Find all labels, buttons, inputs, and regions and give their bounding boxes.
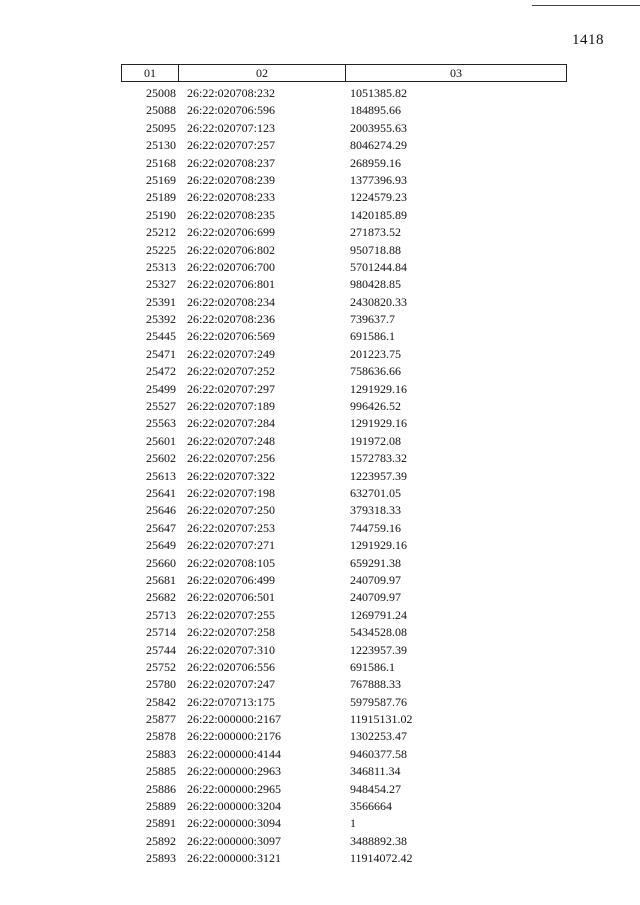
cell-col-3: 5434528.08: [350, 625, 407, 640]
cell-col-2: 26:22:000000:2965: [187, 781, 282, 796]
cell-col-1: 25008: [146, 86, 176, 100]
cell-col-2: 26:22:020706:556: [187, 659, 276, 674]
table-row: [121, 555, 567, 572]
cell-col-1: 25095: [146, 120, 176, 135]
cell-col-2: 26:22:020708:233: [187, 190, 276, 205]
cell-col-3: 1420185.89: [350, 207, 407, 222]
cell-col-1: 25842: [146, 694, 176, 709]
cell-col-3: 1572783.32: [350, 451, 407, 466]
cell-col-3: 1291929.16: [350, 538, 407, 553]
cell-col-3: 2430820.33: [350, 294, 407, 309]
cell-col-2: 26:22:020707:297: [187, 381, 276, 396]
cell-col-1: 25714: [146, 625, 176, 640]
cell-col-2: 26:22:020707:189: [187, 399, 276, 414]
table-row: [121, 815, 567, 832]
cell-col-3: 632701.05: [350, 485, 401, 500]
cell-col-2: 26:22:020707:123: [187, 120, 276, 135]
cell-col-3: 691586.1: [350, 659, 395, 674]
cell-col-3: 2003955.63: [350, 120, 407, 135]
table-row: [121, 189, 567, 206]
cell-col-1: 25392: [146, 312, 176, 327]
cell-col-1: 25499: [146, 381, 176, 396]
cell-col-3: 659291.38: [350, 555, 401, 570]
cell-col-1: 25563: [146, 416, 176, 431]
table-row: [121, 624, 567, 641]
cell-col-3: 268959.16: [350, 155, 401, 170]
cell-col-2: 26:22:020708:232: [187, 86, 276, 100]
cell-col-1: 25391: [146, 294, 176, 309]
cell-col-1: 25889: [146, 799, 176, 814]
table-row: [121, 520, 567, 537]
table-row: [121, 572, 567, 589]
cell-col-2: 26:22:020706:801: [187, 277, 276, 292]
cell-col-3: 3566664: [350, 799, 392, 814]
cell-col-2: 26:22:020706:501: [187, 590, 276, 605]
cell-col-3: 1302253.47: [350, 729, 407, 744]
table-row: [121, 276, 567, 293]
cell-col-2: 26:22:020707:256: [187, 451, 276, 466]
cell-col-3: 1291929.16: [350, 416, 407, 431]
cell-col-1: 25744: [146, 642, 176, 657]
table-row: [121, 328, 567, 345]
cell-col-1: 25883: [146, 746, 176, 761]
table-row: [121, 155, 567, 172]
cell-col-2: 26:22:020708:234: [187, 294, 276, 309]
page-number: 1418: [572, 32, 604, 48]
cell-col-1: 25681: [146, 572, 176, 587]
cell-col-2: 26:22:000000:2963: [187, 764, 282, 779]
table-row: [121, 311, 567, 328]
cell-col-1: 25641: [146, 485, 176, 500]
cell-col-1: 25130: [146, 138, 176, 153]
cell-col-3: 948454.27: [350, 781, 401, 796]
cell-col-3: 691586.1: [350, 329, 395, 344]
cell-col-3: 1223957.39: [350, 642, 407, 657]
cell-col-1: 25647: [146, 520, 176, 535]
cell-col-1: 25780: [146, 677, 176, 692]
cell-col-2: 26:22:020707:271: [187, 538, 276, 553]
cell-col-2: 26:22:020707:257: [187, 138, 276, 153]
cell-col-1: 25601: [146, 433, 176, 448]
table-row: [121, 398, 567, 415]
cell-col-2: 26:22:020706:596: [187, 103, 276, 118]
cell-col-2: 26:22:020707:250: [187, 503, 276, 518]
cell-col-2: 26:22:020707:322: [187, 468, 276, 483]
cell-col-1: 25190: [146, 207, 176, 222]
cell-col-1: 25212: [146, 225, 176, 240]
cell-col-1: 25225: [146, 242, 176, 257]
table-row: [121, 711, 567, 728]
cell-col-2: 26:22:020707:284: [187, 416, 276, 431]
table-row: [121, 120, 567, 137]
cell-col-1: 25660: [146, 555, 176, 570]
cell-col-3: 1377396.93: [350, 172, 407, 187]
table-row: [121, 694, 567, 711]
table-row: [121, 502, 567, 519]
column-header-02: 02: [179, 65, 346, 81]
cell-col-2: 26:22:020707:198: [187, 485, 276, 500]
cell-col-3: 240709.97: [350, 572, 401, 587]
cell-col-3: 3488892.38: [350, 833, 407, 848]
cell-col-3: 379318.33: [350, 503, 401, 518]
table-row: [121, 294, 567, 311]
cell-col-2: 26:22:020707:255: [187, 607, 276, 622]
cell-col-1: 25649: [146, 538, 176, 553]
column-header-03: 03: [450, 66, 462, 80]
cell-col-1: 25646: [146, 503, 176, 518]
table-row: [121, 763, 567, 780]
column-header-01: 01: [122, 65, 179, 81]
cell-col-1: 25893: [146, 851, 176, 866]
cell-col-3: 758636.66: [350, 364, 401, 379]
table-row: [121, 172, 567, 189]
table-row: [121, 102, 567, 119]
table-row: [121, 728, 567, 745]
table-row: [121, 676, 567, 693]
cell-col-3: 996426.52: [350, 399, 401, 414]
cell-col-2: 26:22:020708:239: [187, 172, 276, 187]
table-row: [121, 363, 567, 380]
table-row: [121, 433, 567, 450]
cell-col-3: 1269791.24: [350, 607, 407, 622]
table-row: [121, 259, 567, 276]
table-row: [121, 833, 567, 850]
table-row: [121, 137, 567, 154]
table-row: [121, 242, 567, 259]
table-row: [121, 781, 567, 798]
cell-col-2: 26:22:020706:699: [187, 225, 276, 240]
cell-col-3: 5701244.84: [350, 259, 407, 274]
cell-col-3: 346811.34: [350, 764, 401, 779]
table-row: [121, 346, 567, 363]
cell-col-3: 1223957.39: [350, 468, 407, 483]
cell-col-3: 5979587.76: [350, 694, 407, 709]
cell-col-1: 25602: [146, 451, 176, 466]
table-row: [121, 207, 567, 224]
cell-col-3: 8046274.29: [350, 138, 407, 153]
cell-col-3: 11914072.42: [350, 851, 413, 866]
cell-col-2: 26:22:020707:258: [187, 625, 276, 640]
cell-col-1: 25445: [146, 329, 176, 344]
table-row: [121, 537, 567, 554]
cell-col-3: 191972.08: [350, 433, 401, 448]
cell-col-1: 25713: [146, 607, 176, 622]
cell-col-3: 271873.52: [350, 225, 401, 240]
table-row: [121, 468, 567, 485]
cell-col-2: 26:22:020708:105: [187, 555, 276, 570]
cell-col-2: 26:22:020707:252: [187, 364, 276, 379]
cell-col-2: 26:22:020707:249: [187, 346, 276, 361]
cell-col-3: 739637.7: [350, 312, 395, 327]
cell-col-3: 240709.97: [350, 590, 401, 605]
cell-col-1: 25313: [146, 259, 176, 274]
cell-col-1: 25878: [146, 729, 176, 744]
cell-col-1: 25752: [146, 659, 176, 674]
table-row: [121, 746, 567, 763]
table-header: [121, 64, 567, 82]
cell-col-1: 25169: [146, 172, 176, 187]
cell-col-2: 26:22:020706:569: [187, 329, 276, 344]
cell-col-3: 1: [350, 816, 356, 831]
cell-col-2: 26:22:000000:2167: [187, 712, 282, 727]
table-row: [121, 589, 567, 606]
cell-col-2: 26:22:020706:499: [187, 572, 276, 587]
table-row: [121, 642, 567, 659]
cell-col-3: 201223.75: [350, 346, 401, 361]
cell-col-3: 1051385.82: [350, 86, 407, 100]
table-row: [121, 659, 567, 676]
cell-col-3: 11915131.02: [350, 712, 413, 727]
table-row: [121, 798, 567, 815]
table-row: [121, 224, 567, 241]
cell-col-2: 26:22:000000:3094: [187, 816, 282, 831]
table-row: [121, 415, 567, 432]
table-row: [121, 450, 567, 467]
table-body: [121, 85, 567, 868]
cell-col-3: 184895.66: [350, 103, 401, 118]
cell-col-1: 25168: [146, 155, 176, 170]
cell-col-3: 950718.88: [350, 242, 401, 257]
cell-col-2: 26:22:020707:247: [187, 677, 276, 692]
cell-col-3: 980428.85: [350, 277, 401, 292]
table-row: [121, 485, 567, 502]
cell-col-2: 26:22:020708:236: [187, 312, 276, 327]
cell-col-3: 1224579.23: [350, 190, 407, 205]
cell-col-1: 25088: [146, 103, 176, 118]
cell-col-2: 26:22:020706:802: [187, 242, 276, 257]
cell-col-2: 26:22:070713:175: [187, 694, 276, 709]
cell-col-1: 25472: [146, 364, 176, 379]
cell-col-2: 26:22:020707:253: [187, 520, 276, 535]
cell-col-3: 1291929.16: [350, 381, 407, 396]
cell-col-2: 26:22:020706:700: [187, 259, 276, 274]
cell-col-2: 26:22:000000:4144: [187, 746, 282, 761]
cell-col-2: 26:22:020708:235: [187, 207, 276, 222]
cell-col-3: 9460377.58: [350, 746, 407, 761]
cell-col-2: 26:22:020708:237: [187, 155, 276, 170]
cell-col-2: 26:22:000000:3204: [187, 799, 282, 814]
cell-col-1: 25527: [146, 399, 176, 414]
cell-col-1: 25885: [146, 764, 176, 779]
cell-col-2: 26:22:020707:310: [187, 642, 276, 657]
cell-col-1: 25189: [146, 190, 176, 205]
cell-col-2: 26:22:000000:2176: [187, 729, 282, 744]
cell-col-3: 767888.33: [350, 677, 401, 692]
cell-col-3: 744759.16: [350, 520, 401, 535]
cell-col-1: 25682: [146, 590, 176, 605]
cell-col-1: 25877: [146, 712, 176, 727]
cell-col-1: 25892: [146, 833, 176, 848]
top-rule: [532, 5, 640, 6]
cell-col-2: 26:22:000000:3097: [187, 833, 282, 848]
table-row: [121, 850, 567, 867]
cell-col-1: 25891: [146, 816, 176, 831]
data-table: [121, 64, 567, 868]
cell-col-1: 25886: [146, 781, 176, 796]
table-row: [121, 85, 567, 102]
cell-col-2: 26:22:020707:248: [187, 433, 276, 448]
table-row: [121, 607, 567, 624]
cell-col-1: 25613: [146, 468, 176, 483]
cell-col-2: 26:22:000000:3121: [187, 851, 282, 866]
cell-col-1: 25471: [146, 346, 176, 361]
table-row: [121, 381, 567, 398]
cell-col-1: 25327: [146, 277, 176, 292]
